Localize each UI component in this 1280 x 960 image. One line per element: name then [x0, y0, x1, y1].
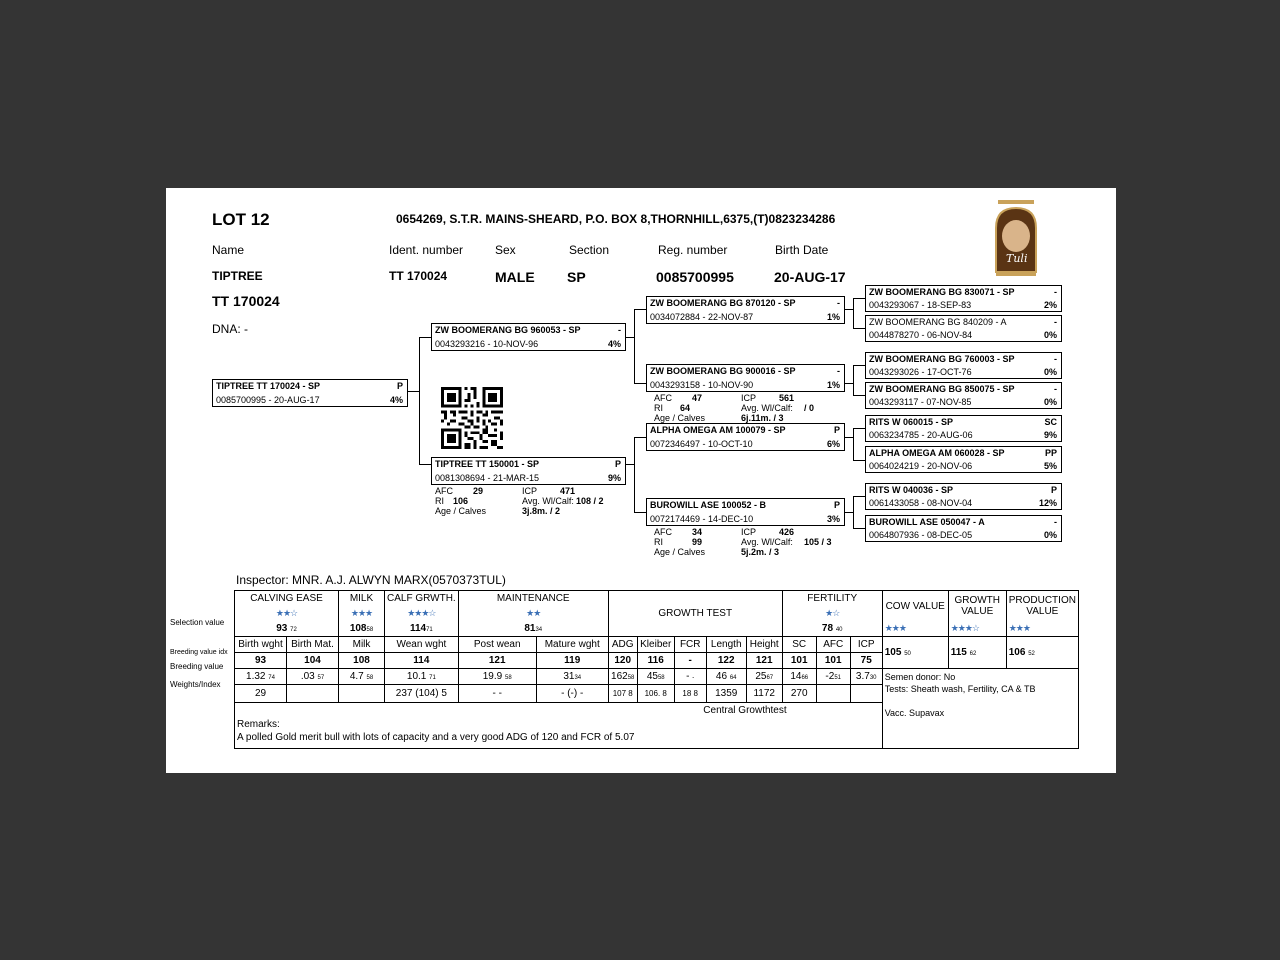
col-header: FCR [674, 637, 706, 653]
col-header: Milk [339, 637, 385, 653]
stars-calf: ★★★☆ [385, 606, 459, 621]
group-cow-value: COW VALUE [882, 591, 948, 622]
pedigree-dsd: ALPHA OMEGA AM 060028 - SP PP 0064024219 - 20-NOV-06 5% [865, 446, 1062, 473]
weight-cell: 29 [235, 685, 287, 703]
bv-idx: 104 [287, 653, 339, 669]
selection-milk: 10858 [339, 621, 385, 637]
col-header: Birth wght [235, 637, 287, 653]
stars-milk: ★★★ [339, 606, 385, 621]
inspector: Inspector: MNR. A.J. ALWYN MARX(0570373TUL) [236, 573, 506, 587]
label-sex: Sex [495, 243, 516, 257]
pedigree-dam-sire: ALPHA OMEGA AM 100079 - SP P 0072346497 - 10-OCT-10 6% [646, 423, 845, 451]
weight-cell [816, 685, 850, 703]
pedigree-dam: TIPTREE TT 150001 - SP P 0081308694 - 21-MAR-15 9% [431, 457, 626, 485]
group-maintenance: MAINTENANCE [458, 591, 608, 607]
value-ident: TT 170024 [389, 269, 448, 283]
stats-dam-dam: AFC 34 ICP 426 RI 99 Avg. Wl/Calf: 105 / 3 Age / Calves 5j.2m. / 3 [654, 527, 832, 557]
value-birth: 20-AUG-17 [774, 269, 846, 285]
bv-cell: -251 [816, 669, 850, 685]
lot-card [166, 188, 1116, 773]
bv-idx: 122 [706, 653, 746, 669]
bv-idx: - [674, 653, 706, 669]
group-production-value: PRODUCTION VALUE [1006, 591, 1078, 622]
group-growth-value: GROWTH VALUE [948, 591, 1006, 622]
bv-cell: 46 64 [706, 669, 746, 685]
col-header: Mature wght [536, 637, 608, 653]
weight-cell: - (-) - [536, 685, 608, 703]
weight-cell [339, 685, 385, 703]
bv-idx: 121 [458, 653, 536, 669]
pedigree-sire-dam: ZW BOOMERANG BG 900016 - SP - 0043293158 - 10-NOV-90 1% [646, 364, 845, 392]
value-sex: MALE [495, 269, 535, 285]
breeder-info: 0654269, S.T.R. MAINS-SHEARD, P.O. BOX 8,THORNHILL,6375,(T)0823234286 [396, 212, 836, 226]
bv-idx: 108 [339, 653, 385, 669]
remarks-text: A polled Gold merit bull with lots of capacity and a very good ADG of 120 and FCR of 5.07 [237, 732, 635, 743]
col-header: Length [706, 637, 746, 653]
growth-value: 115 62 [948, 637, 1006, 669]
row-label-selection: Selection value [170, 618, 225, 627]
weight-cell: 1172 [746, 685, 782, 703]
lot-number: LOT 12 [212, 210, 270, 229]
col-header: Height [746, 637, 782, 653]
value-reg: 0085700995 [656, 269, 734, 285]
pedigree-sire: ZW BOOMERANG BG 960053 - SP - 0043293216 - 10-NOV-96 4% [431, 323, 626, 351]
col-header: AFC [816, 637, 850, 653]
pedigree-dam-dam: BUROWILL ASE 100052 - B P 0072174469 - 14-DEC-10 3% [646, 498, 845, 526]
col-header: Post wean [458, 637, 536, 653]
stars-cow: ★★★ [882, 621, 948, 637]
pedigree-subject: TIPTREE TT 170024 - SP P 0085700995 - 20-AUG-17 4% [212, 379, 408, 407]
col-header: Birth Mat. [287, 637, 339, 653]
semen-donor: Semen donor: No [884, 672, 956, 682]
selection-maintenance: 8134 [458, 621, 608, 637]
row-label-weights: Weights/Index [170, 680, 221, 689]
weight-cell: 237 (104) 5 [385, 685, 459, 703]
production-value: 106 52 [1006, 637, 1078, 669]
label-section: Section [569, 243, 610, 257]
bv-cell: - - [674, 669, 706, 685]
central-growthtest: Central Growthtest [608, 703, 882, 719]
bv-cell: .03 57 [287, 669, 339, 685]
selection-calving: 93 72 [235, 621, 339, 637]
col-header: Kleiber [637, 637, 674, 653]
weight-cell [850, 685, 882, 703]
col-header: SC [782, 637, 816, 653]
bv-cell: 4558 [637, 669, 674, 685]
bv-idx: 101 [816, 653, 850, 669]
stats-sire-dam: AFC 47 ICP 561 RI 64 Avg. Wl/Calf: / 0 Age / Calves 6j.11m. / 3 [654, 393, 815, 423]
weight-cell: 270 [782, 685, 816, 703]
pedigree-sds: ZW BOOMERANG BG 760003 - SP - 0043293026 - 17-OCT-76 0% [865, 352, 1062, 379]
col-header: Wean wght [385, 637, 459, 653]
logo-text: Tuli [1006, 252, 1028, 265]
group-calving: CALVING EASE [235, 591, 339, 607]
selection-fertility: 78 40 [782, 621, 882, 637]
bv-idx: 75 [850, 653, 882, 669]
stats-dam: AFC 29 ICP 471 RI 106 Avg. Wl/Calf: 108 / 2 Age / Calves 3j.8m. / 2 [435, 486, 604, 516]
group-milk: MILK [339, 591, 385, 607]
dna: DNA: - [212, 322, 248, 336]
bv-idx: 121 [746, 653, 782, 669]
pedigree-sss: ZW BOOMERANG BG 830071 - SP - 0043293067 - 18-SEP-83 2% [865, 285, 1062, 312]
tuli-logo [988, 198, 1044, 278]
stars-calving: ★★☆ [235, 606, 339, 621]
bv-idx: 114 [385, 653, 459, 669]
stars-fertility: ★☆ [782, 606, 882, 621]
value-name: TIPTREE [212, 269, 263, 283]
pedigree-ssd: ZW BOOMERANG BG 840209 - A - 0044878270 - 06-NOV-84 0% [865, 315, 1062, 342]
cow-value: 105 50 [882, 637, 948, 669]
performance-table [234, 590, 1079, 749]
remarks-block [235, 718, 883, 748]
weight-cell: 106. 8 [637, 685, 674, 703]
row-label-bv-idx: Breeding value idx [170, 649, 228, 656]
remarks-label: Remarks: [237, 719, 280, 730]
weight-cell: 18 8 [674, 685, 706, 703]
bv-idx: 101 [782, 653, 816, 669]
bv-cell: 2567 [746, 669, 782, 685]
bv-cell: 19.9 58 [458, 669, 536, 685]
group-growth-test: GROWTH TEST [608, 591, 782, 637]
bv-cell: 1.32 74 [235, 669, 287, 685]
bv-idx: 119 [536, 653, 608, 669]
row-label-bv: Breeding value [170, 662, 224, 671]
stars-maintenance: ★★ [458, 606, 608, 621]
bv-idx: 120 [608, 653, 637, 669]
weight-cell: 1359 [706, 685, 746, 703]
pedigree-sire-sire: ZW BOOMERANG BG 870120 - SP - 0034072884 - 22-NOV-87 1% [646, 296, 845, 324]
pedigree-ddd: BUROWILL ASE 050047 - A - 0064807936 - 08-DEC-05 0% [865, 515, 1062, 542]
label-ident: Ident. number [389, 243, 464, 257]
bv-cell: 1466 [782, 669, 816, 685]
group-calf: CALF GRWTH. [385, 591, 459, 607]
vaccination: Vacc. Supavax [884, 708, 945, 718]
col-header: ADG [608, 637, 637, 653]
bv-cell: 10.1 71 [385, 669, 459, 685]
weight-cell [287, 685, 339, 703]
group-fertility: FERTILITY [782, 591, 882, 607]
pedigree-dds: RITS W 040036 - SP P 0061433058 - 08-NOV-04 12% [865, 483, 1062, 510]
pedigree-sdd: ZW BOOMERANG BG 850075 - SP - 0043293117 - 07-NOV-85 0% [865, 382, 1062, 409]
bv-cell: 3134 [536, 669, 608, 685]
col-header: ICP [850, 637, 882, 653]
value-section: SP [567, 269, 586, 285]
label-name: Name [212, 243, 245, 257]
bv-idx: 93 [235, 653, 287, 669]
bv-cell: 16258 [608, 669, 637, 685]
selection-calf: 11471 [385, 621, 459, 637]
animal-id: TT 170024 [212, 293, 280, 309]
qr-code [440, 387, 504, 449]
stars-growth: ★★★☆ [948, 621, 1006, 637]
label-reg: Reg. number [658, 243, 728, 257]
bv-cell: 3.730 [850, 669, 882, 685]
pedigree-dss: RITS W 060015 - SP SC 0063234785 - 20-AUG-06 9% [865, 415, 1062, 442]
bv-cell: 4.7 58 [339, 669, 385, 685]
weight-cell: - - [458, 685, 536, 703]
bv-idx: 116 [637, 653, 674, 669]
stars-production: ★★★ [1006, 621, 1078, 637]
tests: Tests: Sheath wash, Fertility, CA & TB [884, 684, 1036, 694]
label-birth: Birth Date [775, 243, 829, 257]
weight-cell: 107 8 [608, 685, 637, 703]
notes-block [882, 669, 1078, 749]
